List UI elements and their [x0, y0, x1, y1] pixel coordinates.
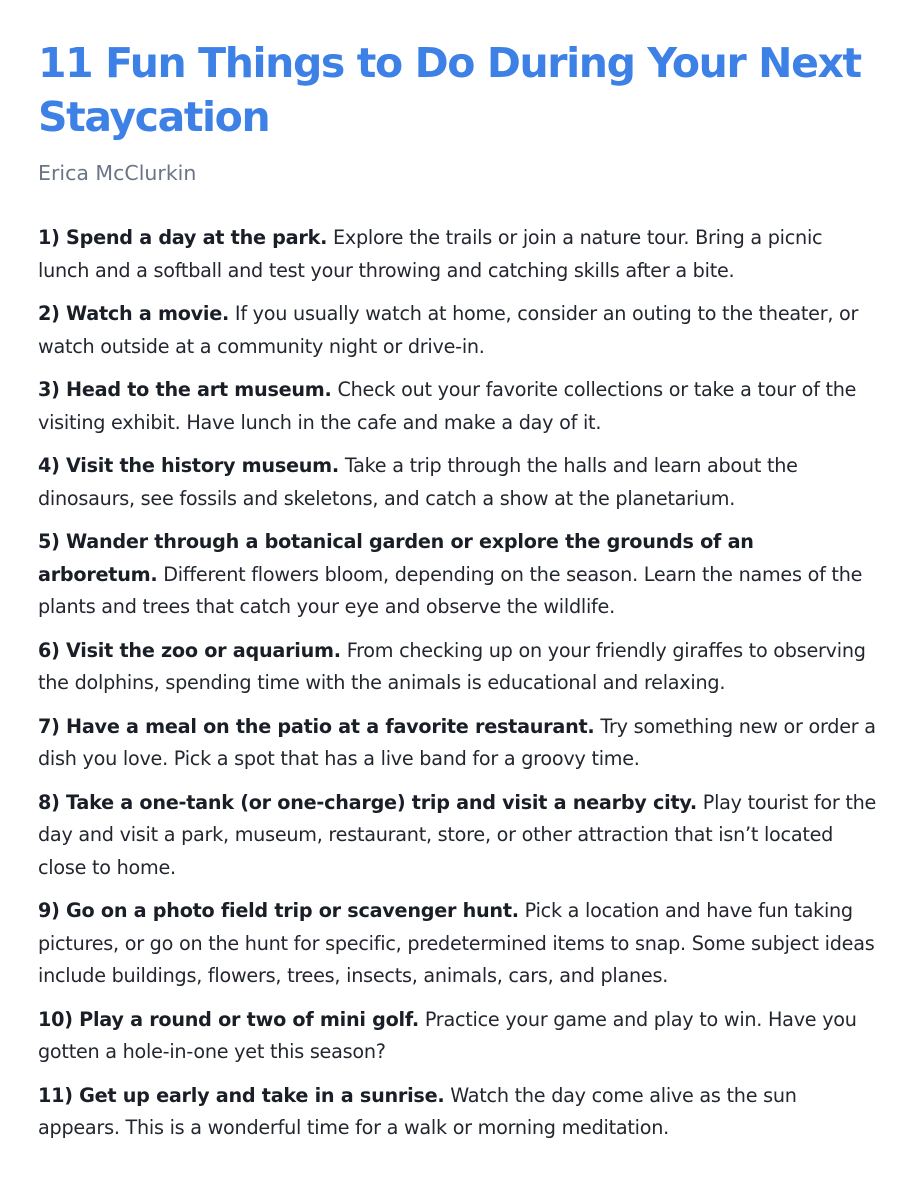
item-body: If you usually watch at home, consider an outing to the theater, or watch outside at a community night or drive-in. — [38, 302, 859, 358]
activity-list — [38, 222, 879, 1145]
list-item — [38, 895, 879, 993]
item-body: Pick a location and have fun taking pictures, or go on the hunt for specific, predetermined items to snap. Some subject ideas include buildings, flowers, trees, insects, animals, cars, and planes. — [38, 899, 875, 987]
item-heading: 10) Play a round or two of mini golf. — [38, 1007, 419, 1031]
item-heading: 5) Wander through a botanical garden or explore the grounds of an arboretum. — [38, 530, 754, 586]
item-heading: 3) Head to the art museum. — [38, 378, 332, 401]
item-body: From checking up on your friendly giraffes to observing the dolphins, spending time with the animals is educational and relaxing. — [38, 638, 866, 694]
item-heading: 6) Visit the zoo or aquarium. — [38, 638, 341, 662]
list-item — [38, 526, 879, 624]
item-heading: 7) Have a meal on the patio at a favorite restaurant. — [38, 714, 595, 738]
article-author: Erica McClurkin — [38, 161, 197, 185]
list-item — [38, 450, 879, 515]
item-heading: 1) Spend a day at the park. — [38, 226, 328, 249]
item-heading: 2) Watch a movie. — [38, 302, 230, 325]
item-body: Try something new or order a dish you love. Pick a spot that has a live band for a groovy time. — [38, 714, 876, 770]
item-body: Watch the day come alive as the sun appears. This is a wonderful time for a walk or morning meditation. — [38, 1083, 797, 1139]
item-body: Check out your favorite collections or take a tour of the visiting exhibit. Have lunch in the cafe and make a day of it. — [38, 378, 857, 434]
list-item — [38, 298, 879, 363]
item-body: Explore the trails or join a nature tour. Bring a picnic lunch and a softball and test your throwing and catching skills after a bite. — [38, 226, 823, 282]
article-title: 11 Fun Things to Do During Your Next Staycation — [38, 39, 861, 141]
item-heading: 8) Take a one-tank (or one-charge) trip and visit a nearby city. — [38, 790, 697, 814]
item-heading: 11) Get up early and take in a sunrise. — [38, 1083, 445, 1107]
list-item — [38, 711, 879, 776]
list-item — [38, 787, 879, 885]
list-item — [38, 374, 879, 439]
list-item — [38, 1004, 879, 1069]
item-body: Take a trip through the halls and learn about the dinosaurs, see fossils and skeletons, and catch a show at the planetarium. — [38, 454, 798, 510]
list-item — [38, 222, 879, 287]
list-item — [38, 1080, 879, 1145]
item-body: Play tourist for the day and visit a park, museum, restaurant, store, or other attraction that isn’t located close to home. — [38, 790, 877, 879]
item-heading: 9) Go on a photo field trip or scavenger hunt. — [38, 899, 519, 922]
item-heading: 4) Visit the history museum. — [38, 454, 339, 477]
item-body: Different flowers bloom, depending on the season. Learn the names of the plants and trees that catch your eye and observe the wildlife. — [38, 562, 863, 618]
item-body: Practice your game and play to win. Have you gotten a hole-in-one yet this season? — [38, 1007, 857, 1063]
list-item — [38, 635, 879, 700]
